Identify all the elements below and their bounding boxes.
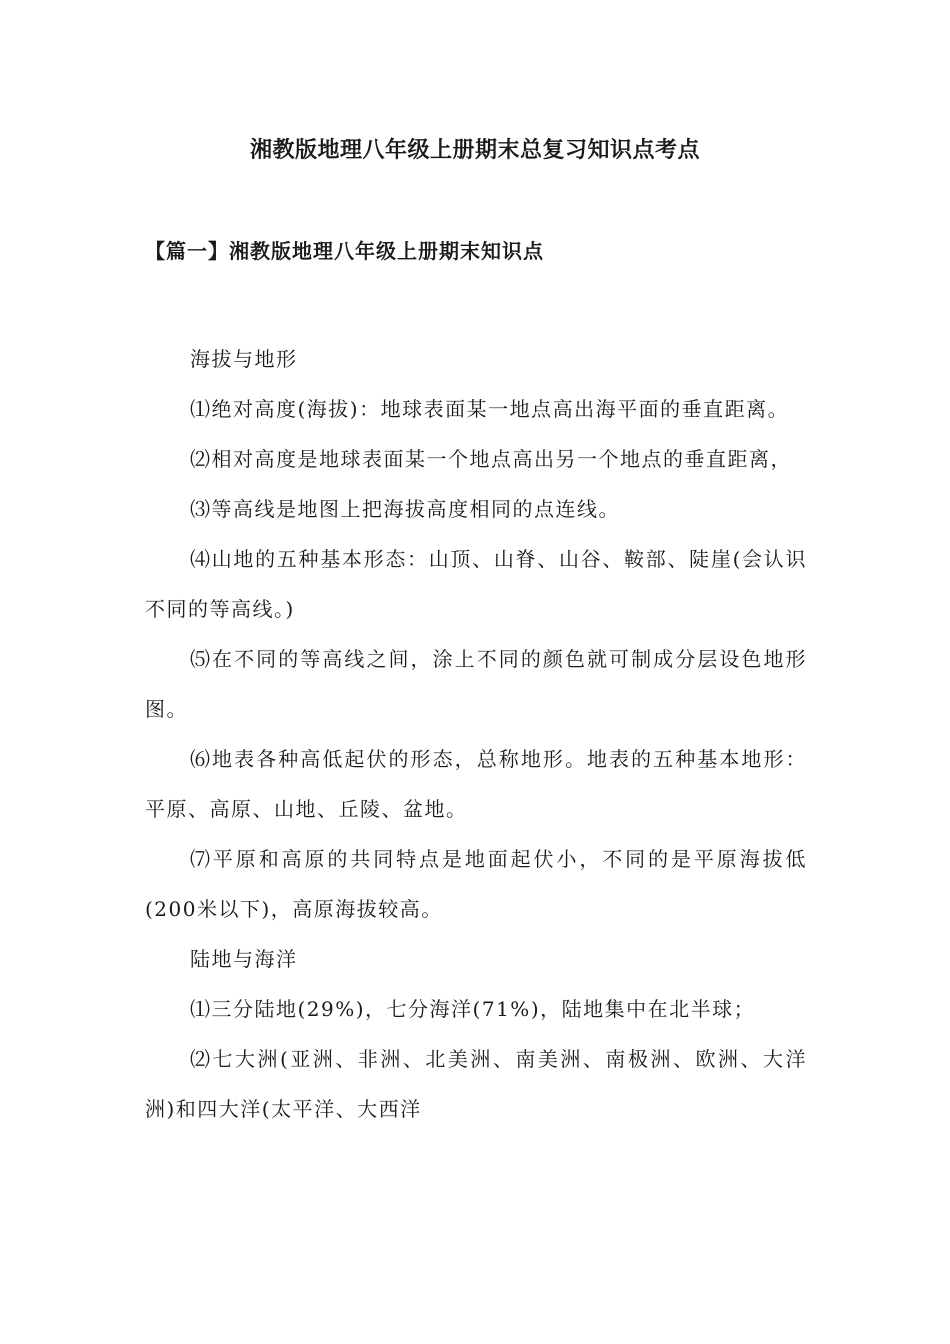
section-heading: 【篇一】湘教版地理八年级上册期末知识点: [145, 239, 544, 263]
document-title: 湘教版地理八年级上册期末总复习知识点考点: [249, 138, 700, 163]
paragraph-mountain-forms: ⑷山地的五种基本形态：山顶、山脊、山谷、鞍部、陡崖(会认识不同的等高线。): [145, 547, 807, 621]
paragraph-land-ocean-ratio: ⑴三分陆地(29%)，七分海洋(71%)，陆地集中在北半球；: [190, 997, 756, 1021]
subheading-elevation-terrain: 海拔与地形: [190, 347, 298, 371]
paragraph-landforms: ⑹地表各种高低起伏的形态，总称地形。地表的五种基本地形：平原、高原、山地、丘陵、盆地。: [145, 747, 807, 821]
document-body: [145, 334, 807, 1134]
paragraph-layered-color-map: ⑸在不同的等高线之间，涂上不同的颜色就可制成分层设色地形图。: [145, 647, 807, 721]
paragraph-continents-oceans: ⑵七大洲(亚洲、非洲、北美洲、南美洲、南极洲、欧洲、大洋洲)和四大洋(太平洋、大西洋: [145, 1047, 807, 1121]
paragraph-contour-line: ⑶等高线是地图上把海拔高度相同的点连线。: [190, 497, 620, 521]
paragraph-relative-height: ⑵相对高度是地球表面某一个地点高出另一个地点的垂直距离，: [190, 447, 792, 471]
paragraph-plain-plateau: ⑺平原和高原的共同特点是地面起伏小，不同的是平原海拔低(200米以下)，高原海拔较高。: [145, 847, 807, 921]
paragraph-absolute-height: ⑴绝对高度(海拔)：地球表面某一地点高出海平面的垂直距离。: [190, 397, 790, 421]
subheading-land-ocean: 陆地与海洋: [190, 947, 298, 971]
